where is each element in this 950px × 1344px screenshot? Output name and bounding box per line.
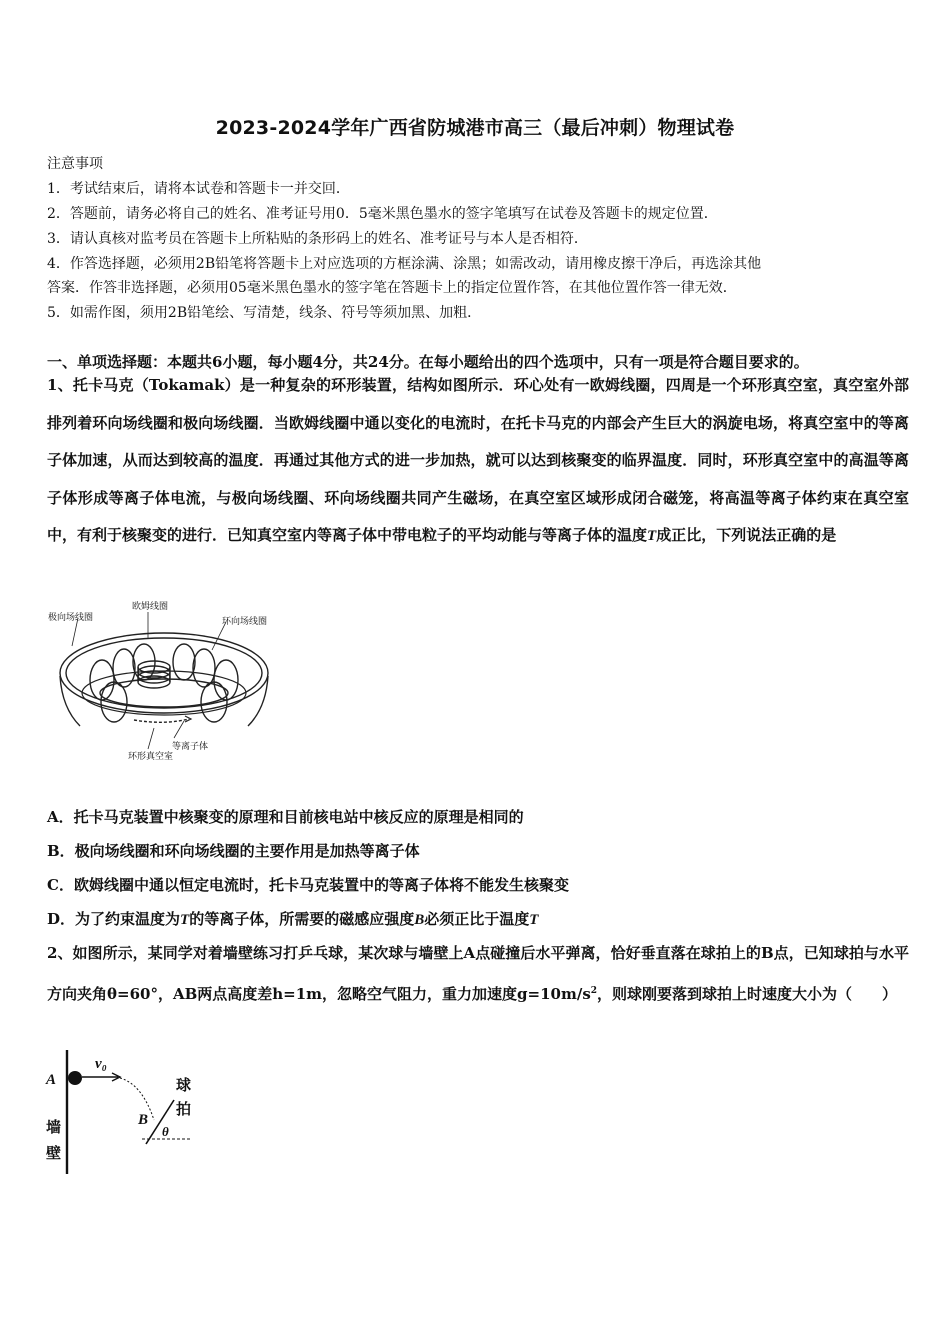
q1-stem-text: 1、托卡马克（Tokamak）是一种复杂的环形装置，结构如图所示．环心处有一欧姆线圈，四周是一个环形真空室，真空室外部排列着环向场线圈和极向场线圈．当欧姆线圈中通以变化的电流时，在托卡马克的内部会产生巨大的涡旋电场，将真空室中的等离子体加速，从而达到较高的温度．再通过其他方式的进一步加热，就可以达到核聚变的临界温度．同时，环形真空室中的高温等离子体形成等离子体电流，与极向场线圈、环向场线圈共同产生磁场，在真空室区域形成闭合磁笼，将高温等离子体约束在真空室中，有利于核聚变的进行．已知真空室内等离子体中带电粒子的平均动能与等离子体的温度 bbox=[47, 376, 909, 545]
label-wall-2: 壁 bbox=[46, 1144, 62, 1162]
tokamak-figure bbox=[44, 598, 284, 768]
question-2-stem bbox=[47, 935, 909, 1013]
q1-option-d-var-t2: T bbox=[529, 912, 539, 928]
q2-stem-text-1: 2、如图所示，某同学对着墙壁练习打乒乓球，某次球与墙壁上A点碰撞后水平弹离，恰好垂直落在球拍上的B点，已知球拍与水平方向夹角θ=60°，AB两点高度差h=1m，忽略空气阻力，重力加速度g=10m/s bbox=[47, 944, 909, 1003]
question-1-stem bbox=[47, 367, 909, 556]
q1-option-b: B．极向场线圈和环向场线圈的主要作用是加热等离子体 bbox=[47, 842, 420, 860]
notice-item: 答案．作答非选择题，必须用05毫米黑色墨水的签字笔在答题卡上的指定位置作答，在其他位置作答一律无效． bbox=[47, 280, 737, 296]
label-b: B bbox=[138, 1112, 149, 1128]
label-theta: θ bbox=[162, 1124, 169, 1139]
pingpong-diagram bbox=[42, 1048, 212, 1178]
q1-option-d-text-3: 必须正比于温度 bbox=[424, 910, 530, 928]
label-racket-2: 拍 bbox=[176, 1100, 192, 1118]
label-poloidal-coil: 极向场线圈 bbox=[48, 613, 94, 623]
q1-option-a: A．托卡马克装置中核聚变的原理和目前核电站中核反应的原理是相同的 bbox=[47, 808, 524, 826]
q1-option-d-text-2: 的等离子体，所需要的磁感应强度 bbox=[189, 910, 415, 928]
label-racket-1: 球 bbox=[176, 1076, 192, 1094]
notice-heading: 注意事项 bbox=[47, 156, 103, 172]
q1-option-d bbox=[47, 908, 538, 929]
racket-line bbox=[146, 1100, 174, 1144]
tokamak-diagram bbox=[44, 598, 284, 768]
q1-option-c: C．欧姆线圈中通以恒定电流时，托卡马克装置中的等离子体将不能发生核聚变 bbox=[47, 876, 569, 894]
section-heading: 一、单项选择题：本题共6小题，每小题4分，共24分。在每小题给出的四个选项中，只有一项是符合题目要求的。 bbox=[47, 353, 809, 371]
notice-item: 2．答题前，请务必将自己的姓名、准考证号用0．5毫米黑色墨水的签字笔填写在试卷及答题卡的规定位置． bbox=[47, 206, 718, 222]
q1-stem-end: 成正比，下列说法正确的是 bbox=[656, 526, 837, 545]
trajectory bbox=[120, 1078, 154, 1120]
q2-stem-text-2: ，则球刚要落到球拍上时速度大小为（ ） bbox=[597, 984, 898, 1003]
plasma-current bbox=[134, 719, 189, 722]
label-ohmic-coil: 欧姆线圈 bbox=[132, 602, 169, 612]
q1-option-d-text-1: D．为了约束温度为 bbox=[47, 910, 181, 928]
label-a: A bbox=[46, 1072, 57, 1088]
notice-item: 1．考试结束后，请将本试卷和答题卡一并交回． bbox=[47, 181, 350, 197]
label-v0: v₀ bbox=[95, 1056, 107, 1072]
pingpong-figure bbox=[42, 1048, 212, 1178]
label-vacuum-chamber: 环形真空室 bbox=[128, 752, 174, 762]
q1-stem-var: T bbox=[647, 528, 657, 545]
notice-item: 3．请认真核对监考员在答题卡上所粘贴的条形码上的姓名、准考证号与本人是否相符． bbox=[47, 231, 588, 247]
page-title: 2023-2024学年广西省防城港市高三（最后冲刺）物理试卷 bbox=[215, 117, 735, 139]
q2-stem-sup: 2 bbox=[590, 985, 598, 996]
ball-icon bbox=[68, 1071, 82, 1085]
q1-option-d-var-t: T bbox=[180, 912, 190, 928]
notice-item: 5．如需作图，须用2B铅笔绘、写清楚，线条、符号等须加黑、加粗． bbox=[47, 305, 482, 321]
notice-item: 4．作答选择题，必须用2B铅笔将答题卡上对应选项的方框涂满、涂黑；如需改动，请用橡皮擦干净后，再选涂其他 bbox=[47, 256, 762, 272]
label-plasma: 等离子体 bbox=[172, 742, 209, 752]
label-toroidal-coil: 环向场线圈 bbox=[222, 617, 268, 627]
label-wall-1: 墙 bbox=[46, 1118, 62, 1136]
q1-option-d-var-b: B bbox=[414, 912, 425, 928]
